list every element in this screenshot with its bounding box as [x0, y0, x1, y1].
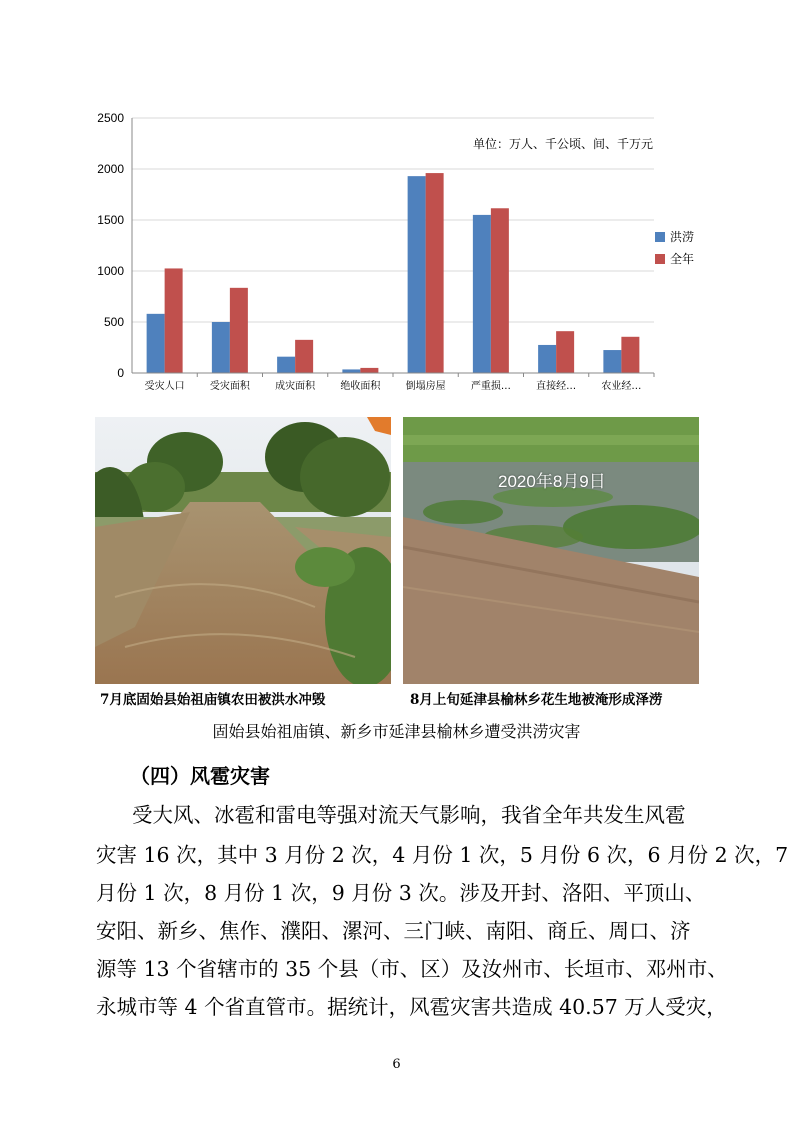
x-tick-label: 受灾人口 [144, 381, 185, 392]
bar-annual-6 [556, 331, 574, 373]
photo-date-stamp: 2020年8月9日 [498, 472, 606, 491]
chart-unit-note: 单位：万人、千公顷、间、千万元 [473, 137, 654, 151]
legend-swatch [655, 254, 665, 264]
photo-flooded-field [403, 417, 699, 684]
figure-caption: 固始县始祖庙镇、新乡市延津县榆林乡遭受洪涝灾害 [212, 722, 581, 741]
legend-label: 全年 [670, 252, 695, 266]
paragraph-line-1: 受大风、冰雹和雷电等强对流天气影响，我省全年共发生风雹 [132, 803, 686, 827]
bar-flood-3 [342, 369, 360, 373]
bar-flood-7 [603, 350, 621, 373]
legend-swatch [655, 232, 665, 242]
bar-flood-1 [212, 322, 230, 373]
paragraph-line-5: 源等 13 个省辖市的 35 个县（市、区）及汝州市、长垣市、邓州市、 [96, 957, 728, 981]
paragraph-line-3: 月份 1 次，8 月份 1 次，9 月份 3 次。涉及开封、洛阳、平顶山、 [96, 881, 706, 905]
bar-annual-7 [621, 337, 639, 373]
bar-annual-1 [230, 288, 248, 373]
x-tick-label: 倒塌房屋 [405, 381, 446, 392]
x-tick-label: 绝收面积 [340, 381, 381, 392]
bar-annual-3 [360, 368, 378, 373]
bar-flood-6 [538, 345, 556, 373]
bar-flood-5 [473, 215, 491, 373]
legend-label: 洪涝 [670, 230, 695, 244]
x-tick-label: 严重损… [470, 381, 511, 392]
y-tick-label: 0 [117, 366, 124, 380]
y-tick-label: 1500 [97, 213, 124, 227]
section-heading: （四）风雹灾害 [130, 764, 270, 788]
paragraph-line-6: 永城市等 4 个省直管市。据统计，风雹灾害共造成 40.57 万人受灾， [96, 995, 727, 1019]
bar-annual-4 [426, 173, 444, 373]
paragraph-line-4: 安阳、新乡、焦作、濮阳、漯河、三门峡、南阳、商丘、周口、济 [96, 919, 691, 943]
x-tick-label: 成灾面积 [275, 381, 316, 392]
chart-axes [132, 118, 654, 377]
y-tick-label: 1000 [97, 264, 124, 278]
chart-bars [147, 173, 640, 373]
bar-flood-4 [408, 176, 426, 373]
bar-flood-0 [147, 314, 165, 373]
paragraph-line-2: 灾害 16 次，其中 3 月份 2 次，4 月份 1 次，5 月份 6 次，6 月份 2 次，7 [96, 843, 789, 867]
page-number: 6 [392, 1057, 401, 1072]
x-tick-label: 农业经… [601, 381, 642, 392]
bar-annual-5 [491, 208, 509, 373]
y-tick-label: 2000 [97, 162, 124, 176]
disaster-bar-chart [88, 108, 698, 398]
y-tick-label: 500 [103, 315, 124, 329]
photo-caption-left: 7月底固始县始祖庙镇农田被洪水冲毁 [100, 692, 326, 708]
chart-legend [655, 229, 694, 266]
y-tick-label: 2500 [97, 111, 124, 125]
bar-annual-2 [295, 340, 313, 373]
photo-flooded-road [95, 417, 391, 684]
photo-caption-right: 8月上旬延津县榆林乡花生地被淹形成泽涝 [410, 692, 663, 708]
x-tick-label: 受灾面积 [209, 381, 250, 392]
bar-annual-0 [165, 268, 183, 373]
x-tick-label: 直接经… [536, 381, 577, 392]
bar-flood-2 [277, 357, 295, 373]
